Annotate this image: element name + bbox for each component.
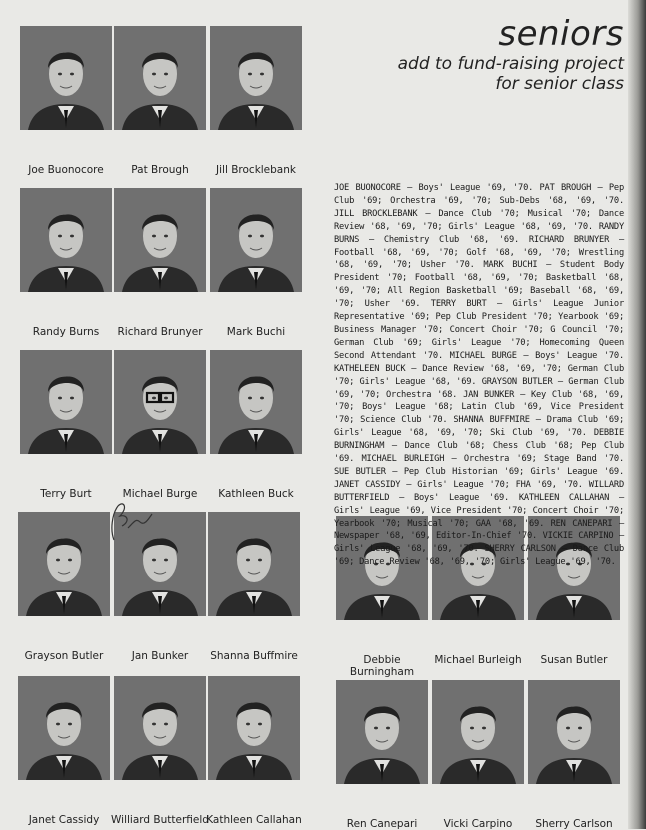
student-name-caption: Shanna Buffmire [210, 650, 298, 662]
student-name-caption: Michael Burleigh [434, 654, 522, 666]
student-portrait-photo [210, 188, 302, 292]
student-portrait-photo [20, 350, 112, 454]
student-name-caption: Richard Brunyer [117, 326, 203, 338]
page-subtitle-line2: for senior class [495, 74, 624, 94]
student-name-caption: Pat Brough [131, 164, 189, 176]
student-portrait-photo [432, 680, 524, 784]
student-portrait-photo [528, 680, 620, 784]
student-name-caption: Jan Bunker [131, 650, 189, 662]
student-name-caption: Williard Butterfield [111, 814, 209, 826]
activities-paragraph: JOE BUONOCORE — Boys' League '69, '70. PAT BROUGH — Pep Club '69; Orchestra '69, '70; Sub-Debs '68, '69, '70. JILL BROCKLEBANK — Dance Club '70; Musical '70; Dance Review '68, '69, '70; Girls' League '68, '69, '70. RANDY BURNS — Chemistry Club '68, '69. RICHARD BRUNYER — Football '68, '69, '70; Golf '68, '69, '70; Wrestling '68, '69, '70; Usher '70. MARK BUCHI — Student Body President '70; Football '68, '69, '70; Basketball '68, '69, '70; All Region Basketball '69; Baseball '68, '69, '70; Usher '69. TERRY BURT — Girls' League Junior Representative '69; Pep Club President '70; Yearbook '69; Business Manager '70; Concert Choir '70; G Council '70; German Club '69; Girls' League '70; Homecoming Queen Second Attendant '70. MICHAEL BURGE — Boys' League '70. KATHELEEN BUCK — Dance Review '68, '69, '70; German Club '70; Girls' League '68, '69. GRAYSON BUTLER — German Club '69, '70; Orchestra '68. JAN BUNKER — Key Club '68, '69, '70; Boys' League '68; Latin Club '69, Vice President '70; Science Club '70. SHANNA BUFFMIRE — Drama Club '69; Girls' League '68, '69, '70; Ski Club '69, '70. DEBBIE BURNINGHAM — Dance Club '68; Chess Club '68; Pep Club '69. MICHAEL BURLEIGH — Orchestra '69; Stage Band '70. SUE BUTLER — Pep Club Historian '69; Girls' League '69. JANET CASSIDY — Girls' League '70; FHA '69, '70. WILLARD BUTTERFIELD — Boys' League '69. KATHLEEN CALLAHAN — Girls' League '69, Vice President '70; Concert Choir '70; Yearbook '70; Musical '70; GAA '68, '69. REN CANEPARI — Newspaper '68, '69, Editor-In-Chief '70. VICKIE CARPINO — Girls' League '68, '69, '70. SHERRY CARLSON — Dance Club '69; Dance Review '68, '69, '70; Girls' League '69, '70. [334, 183, 624, 568]
student-portrait-photo [114, 188, 206, 292]
student-name-caption: Randy Burns [32, 326, 100, 338]
student-name-caption: Terry Burt [40, 488, 92, 500]
student-name-caption: Michael Burge [122, 488, 198, 500]
student-name-caption: Janet Cassidy [28, 814, 100, 826]
student-portrait-photo [114, 350, 206, 454]
student-portrait-photo [210, 350, 302, 454]
student-name-caption: Joe Buonocore [28, 164, 104, 176]
student-name-caption: Jill Brocklebank [216, 164, 296, 176]
student-name-caption: Sherry Carlson [535, 818, 613, 830]
student-portrait-photo [20, 188, 112, 292]
student-name-caption: Kathleen Buck [218, 488, 294, 500]
page-subtitle-line1: add to fund-raising project [397, 54, 624, 74]
student-portrait-photo [336, 680, 428, 784]
page-binding-edge [628, 0, 646, 829]
student-portrait-photo [208, 676, 300, 780]
student-portrait-photo [18, 512, 110, 616]
student-portrait-photo [20, 26, 112, 130]
student-name-caption: Kathleen Callahan [206, 814, 302, 826]
student-portrait-photo [18, 676, 110, 780]
handwritten-signature [104, 492, 160, 548]
student-portrait-photo [208, 512, 300, 616]
student-name-caption: Debbie Burningham [349, 654, 415, 678]
student-name-caption: Susan Butler [540, 654, 608, 666]
student-name-caption: Mark Buchi [226, 326, 286, 338]
page-title: seniors [498, 14, 624, 54]
student-portrait-photo [210, 26, 302, 130]
page-header [398, 14, 624, 94]
student-portrait-photo [114, 26, 206, 130]
student-name-caption: Grayson Butler [24, 650, 104, 662]
student-name-caption: Ren Canepari [346, 818, 418, 830]
student-name-caption: Vicki Carpino [443, 818, 513, 830]
student-portrait-photo [114, 676, 206, 780]
